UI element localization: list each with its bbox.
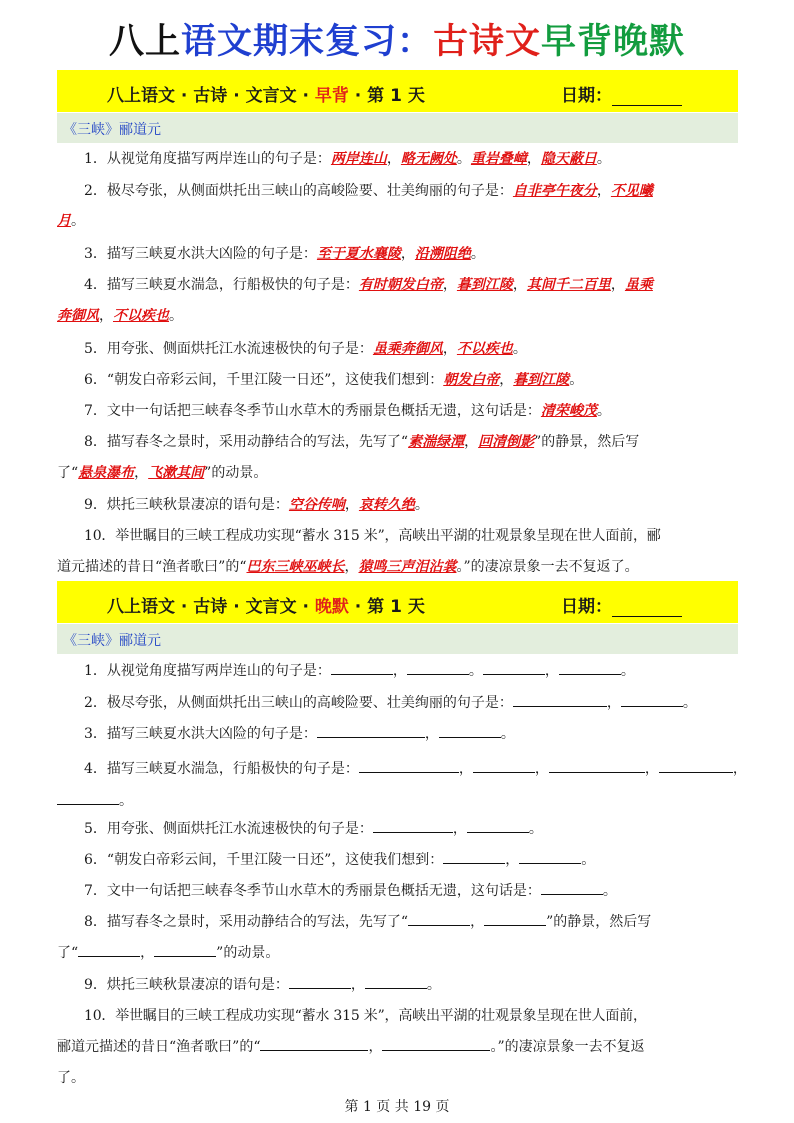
answer-text: 飞漱其间 <box>148 465 205 481</box>
answer-blank[interactable] <box>549 759 645 773</box>
recite-question-4-cont: 。 <box>57 790 133 810</box>
recite-question-3: 3．描写三峡夏水洪大凶险的句子是： ， 。 <box>84 726 515 742</box>
date-field: 日期： <box>561 592 682 617</box>
question-1: 1．从视觉角度描写两岸连山的句子是：两岸连山，略无阙处。重岩叠嶂，隐天蔽日。 <box>84 151 611 167</box>
question-5: 5．用夸张、侧面烘托江水流速极快的句子是：虽乘奔御风，不以疾也。 <box>84 341 527 357</box>
answer-text: 略无阙处 <box>400 151 457 167</box>
section-header-label: 八上语文 · 古诗 · 文言文 · 早背 · 第 1 天 <box>107 86 425 106</box>
answer-blank[interactable] <box>659 759 733 773</box>
answer-text: 隐天蔽日 <box>540 151 597 167</box>
question-2-cont: 月。 <box>57 213 85 229</box>
answer-blank[interactable] <box>260 1037 368 1051</box>
answer-text: 奔御风 <box>57 308 99 324</box>
answer-text: 哀转久绝 <box>358 497 415 513</box>
answer-text: 清荣峻茂 <box>540 403 597 419</box>
answer-text: 虽乘 <box>624 277 653 293</box>
answer-text: 不以疾也 <box>456 341 513 357</box>
answer-text: 两岸连山 <box>330 151 387 167</box>
answer-text: 月 <box>57 213 71 229</box>
answer-text: 巴东三峡巫峡长 <box>246 559 345 575</box>
recite-question-1: 1．从视觉角度描写两岸连山的句子是： ， 。 ， 。 <box>84 663 635 679</box>
recite-question-8: 8．描写春冬之景时，采用动静结合的写法，先写了“ ， ”的静景，然后写 <box>84 914 652 930</box>
question-2: 2．极尽夸张，从侧面烘托出三峡山的高峻险要、壮美绚丽的句子是：自非亭午夜分，不见曦 <box>84 183 653 199</box>
section-header-evening <box>57 581 738 623</box>
answer-blank[interactable] <box>467 819 529 833</box>
page-title <box>0 14 794 64</box>
answer-text: 回清倒影 <box>478 434 535 450</box>
answer-text: 至于夏水襄陵 <box>316 246 401 262</box>
source-label: 《三峡》郦道元 <box>57 624 738 654</box>
answer-blank[interactable] <box>484 912 546 926</box>
question-8-cont: 了“悬泉瀑布，飞漱其间”的动景。 <box>57 465 268 481</box>
title-part-poems: 古诗文 <box>433 22 542 62</box>
recite-question-10: 10．举世瞩目的三峡工程成功实现“蓄水 315 米”，高峡出平湖的壮观景象呈现在世人面前， <box>84 1008 647 1024</box>
title-part-review: 语文期末复习： <box>180 22 433 62</box>
title-part-schedule: 早背晚默 <box>541 22 686 62</box>
answer-blank[interactable] <box>519 850 581 864</box>
section-header-label: 八上语文 · 古诗 · 文言文 · 晚默 · 第 1 天 <box>107 597 425 617</box>
answer-text: 素湍绿潭 <box>408 434 465 450</box>
answer-blank[interactable] <box>331 661 393 675</box>
question-8: 8．描写春冬之景时，采用动静结合的写法，先写了“素湍绿潭，回清倒影”的静景，然后写 <box>84 434 640 450</box>
answer-blank[interactable] <box>513 693 607 707</box>
question-10-cont: 道元描述的昔日“渔者歌曰”的“巴东三峡巫峡长，猿鸣三声泪沾裳。”的凄凉景象一去不复返了。 <box>57 559 639 575</box>
answer-text: 猿鸣三声泪沾裳 <box>358 559 457 575</box>
answer-text: 有时朝发白帝 <box>358 277 443 293</box>
answer-blank[interactable] <box>154 943 216 957</box>
question-4-cont: 奔御风，不以疾也。 <box>57 308 183 324</box>
question-10: 10．举世瞩目的三峡工程成功实现“蓄水 315 米”，高峡出平湖的壮观景象呈现在世人面前，郦 <box>84 528 661 544</box>
question-6: 6．“朝发白帝彩云间，千里江陵一日还”，这使我们想到：朝发白帝，暮到江陵。 <box>84 372 584 388</box>
answer-blank[interactable] <box>439 724 501 738</box>
title-part-grade: 八上 <box>108 22 181 62</box>
section-header-morning <box>57 70 738 112</box>
answer-blank[interactable] <box>559 661 621 675</box>
recite-question-10-cont2: 了。 <box>57 1070 85 1086</box>
date-blank[interactable] <box>612 599 682 617</box>
answer-blank[interactable] <box>621 693 683 707</box>
answer-blank[interactable] <box>541 881 603 895</box>
answer-blank[interactable] <box>483 661 545 675</box>
recite-question-8-cont: 了“ ， ”的动景。 <box>57 945 280 961</box>
question-9: 9．烘托三峡秋景凄凉的语句是：空谷传响，哀转久绝。 <box>84 497 429 513</box>
question-4: 4．描写三峡夏水湍急，行船极快的句子是：有时朝发白帝，暮到江陵，其间千二百里，虽乘 <box>84 277 653 293</box>
recite-question-10-cont: 郦道元描述的昔日“渔者歌曰”的“ ， 。”的凄凉景象一去不复返 <box>57 1039 645 1055</box>
recite-question-9: 9．烘托三峡秋景凄凉的语句是： ， 。 <box>84 977 441 993</box>
answer-text: 自非亭午夜分 <box>512 183 597 199</box>
answer-blank[interactable] <box>373 819 453 833</box>
source-label: 《三峡》郦道元 <box>57 113 738 143</box>
question-7: 7．文中一句话把三峡春冬季节山水草木的秀丽景色概括无遗，这句话是：清荣峻茂。 <box>84 403 611 419</box>
recite-question-5: 5．用夸张、侧面烘托江水流速极快的句子是： ， 。 <box>84 821 543 837</box>
recite-question-4: 4．描写三峡夏水湍急，行船极快的句子是： ， ， ， ， <box>84 761 747 777</box>
answer-blank[interactable] <box>443 850 505 864</box>
answer-text: 暮到江陵 <box>513 372 570 388</box>
answer-text: 悬泉瀑布 <box>78 465 135 481</box>
answer-text: 空谷传响 <box>288 497 345 513</box>
recite-question-6: 6．“朝发白帝彩云间，千里江陵一日还”，这使我们想到： ， 。 <box>84 852 596 868</box>
answer-text: 朝发白帝 <box>443 372 500 388</box>
answer-blank[interactable] <box>57 791 119 805</box>
answer-text: 沿溯阻绝 <box>414 246 471 262</box>
answer-blank[interactable] <box>473 759 535 773</box>
answer-text: 暮到江陵 <box>456 277 513 293</box>
answer-blank[interactable] <box>365 975 427 989</box>
answer-blank[interactable] <box>408 912 470 926</box>
date-field: 日期： <box>561 81 682 106</box>
recite-question-2: 2．极尽夸张，从侧面烘托出三峡山的高峻险要、壮美绚丽的句子是： ， 。 <box>84 695 697 711</box>
answer-text: 重岩叠嶂 <box>470 151 527 167</box>
recite-question-7: 7．文中一句话把三峡春冬季节山水草木的秀丽景色概括无遗，这句话是： 。 <box>84 883 617 899</box>
answer-blank[interactable] <box>382 1037 490 1051</box>
date-blank[interactable] <box>612 88 682 106</box>
answer-text: 虽乘奔御风 <box>372 341 443 357</box>
answer-text: 不以疾也 <box>113 308 169 324</box>
answer-blank[interactable] <box>78 943 140 957</box>
answer-blank[interactable] <box>317 724 425 738</box>
answer-text: 不见曦 <box>610 183 653 199</box>
answer-blank[interactable] <box>359 759 459 773</box>
question-3: 3．描写三峡夏水洪大凶险的句子是：至于夏水襄陵，沿溯阻绝。 <box>84 246 485 262</box>
answer-text: 其间千二百里 <box>526 277 611 293</box>
answer-blank[interactable] <box>407 661 469 675</box>
page-number: 第 1 页 共 19 页 <box>344 1099 450 1115</box>
answer-blank[interactable] <box>289 975 351 989</box>
